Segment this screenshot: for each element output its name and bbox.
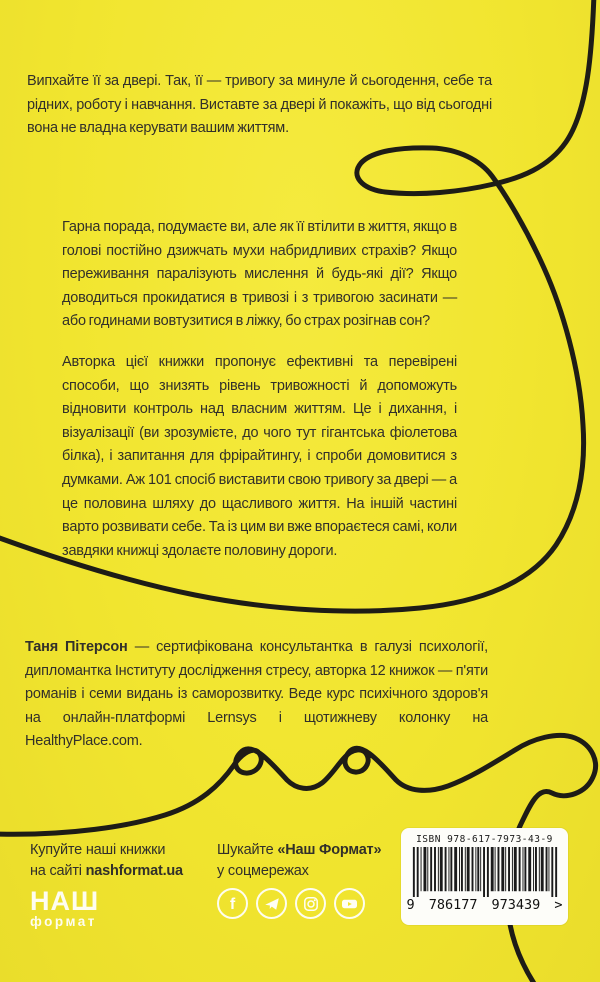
isbn-barcode [401,828,568,925]
buy-line-2 [30,861,183,882]
barcode-bars [412,847,558,897]
blurb-paragraph-2: Гарна порада, подумаєте ви, але як її втілити в життя, якщо в голові постійно дзижчать мухи набридливих страхів? Якщо переживання паралізують мислення й будь-які дії? Якщо доводиться прокидатися в тривозі і з тривогою засинати — або годинами вовтузитися в ліжку, бо страх розігнав сон? [62,219,457,330]
author-bio [25,636,488,754]
isbn-label: ISBN 978-617-7973-43-9 [416,834,553,845]
buy-line-1: Купуйте наші книжки [30,842,166,858]
social-line-1-prefix: Шукайте [217,842,278,858]
publisher-logo [30,886,183,933]
social-icons-row [217,888,381,919]
social-line-1 [217,840,381,861]
publisher-site-url: nashformat.ua [85,862,183,879]
telegram-icon [256,888,287,919]
barcode-digit-group-1: 786177 [428,897,478,913]
blurb-paragraph-1: Випхайте її за двері. Так, її — тривогу за минуле й сьогодення, себе та рідних, роботу і навчання. Виставте за двері й покажіть, що від сьогодні вона не владна керувати вашим життям. [27,73,492,137]
buy-line-2-prefix: на сайті [30,862,86,879]
footer-buy-block [30,840,183,933]
barcode-digit-group-2: 973439 [491,897,541,913]
facebook-icon: f [217,888,248,919]
social-line-2: у соцмережах [217,862,309,879]
instagram-icon [295,888,326,919]
publisher-brand-name: «Наш Формат» [277,842,382,858]
barcode-digits [407,897,563,913]
barcode-digit-end: > [554,897,563,913]
author-bio-text: — сертифікована консультантка в галузі психології, дипломантка Інституту дослідження стресу, авторка 12 книжок — п'яти романів і семи видань із саморозвитку. Веде курс психічного здоров'я на онлайн-платформі Lernsys і щотижневу колонку на HealthyPlace.com. [25,639,488,750]
publisher-logo-top-text: НАШ [30,886,100,916]
blurb-paragraph-3: Авторка цієї книжки пропонує ефективні та перевірені способи, що знизять рівень тривожності й допоможуть відновити контроль над власним життям. Це і дихання, і візуалізації (ви зрозумієте, до чого тут гігантська фіолетова білка), і запитання для фрірайтингу, і спроби домовитися з думками. Аж 101 спосіб виставити свою тривогу за двері — а це половина шляху до щасливого життя. На іншій частині варто розвивати себе. Та із цим ви вже впораєтеся самі, коли завдяки книжці здолаєте половину дороги. [62,354,457,559]
barcode-digit-lead: 9 [406,897,415,913]
footer-social-block [217,840,381,919]
author-name: Таня Пітерсон [25,639,128,655]
publisher-logo-bottom-text: формат [30,914,97,929]
youtube-icon [334,888,365,919]
